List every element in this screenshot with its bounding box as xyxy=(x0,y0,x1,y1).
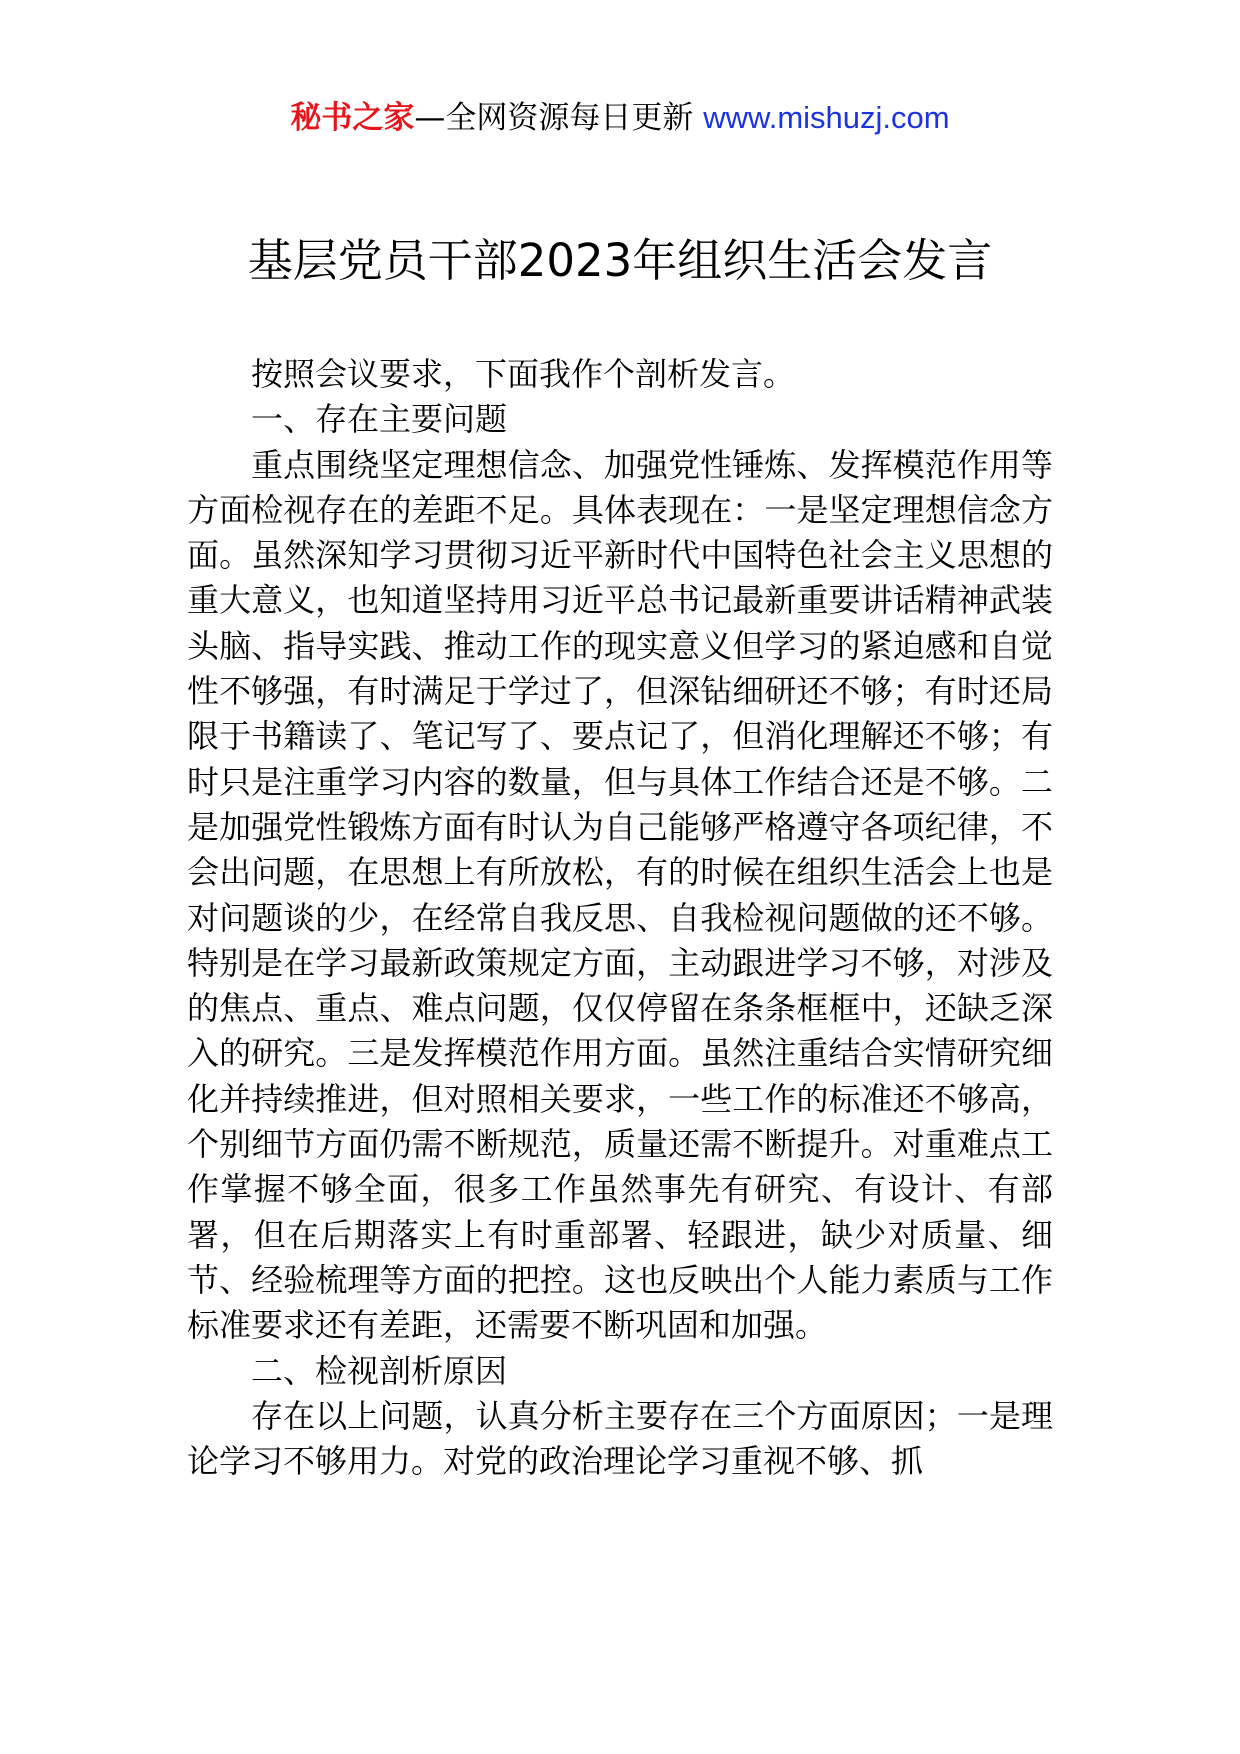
site-tagline: —全网资源每日更新 xyxy=(414,100,694,136)
section-2-heading: 二、检视剖析原因 xyxy=(251,1351,508,1390)
section-1-paragraph: 重点围绕坚定理想信念、加强党性锤炼、发挥模范作用等方面检视存在的差距不足。具体表现在：一是坚定理想信念方面。虽然深知学习贯彻习近平新时代中国特色社会主义思想的重大意义，也知道坚持用习近平总书记最新重要讲话精神武装头脑、指导实践、推动工作的现实意义但学习的紧迫感和自觉性不够强，有时满足于学过了，但深钻细研还不够；有时还局限于书籍读了、笔记写了、要点记了，但消化理解还不够；有时只是注重学习内容的数量，但与具体工作结合还是不够。二是加强党性锻炼方面有时认为自己能够严格遵守各项纪律，不会出问题，在思想上有所放松，有的时候在组织生活会上也是对问题谈的少，在经常自我反思、自我检视问题做的还不够。特别是在学习最新政策规定方面，主动跟进学习不够，对涉及的焦点、重点、难点问题，仅仅停留在条条框框中，还缺乏深入的研究。三是发挥模范作用方面。虽然注重结合实情研究细化并持续推进，但对照相关要求，一些工作的标准还不够高，个别细节方面仍需不断规范，质量还需不断提升。对重难点工作掌握不够全面，很多工作虽然事先有研究、有设计、有部署，但在后期落实上有时重部署、轻跟进，缺少对质量、细节、经验梳理等方面的把控。这也反映出个人能力素质与工作标准要求还有差距，还需要不断巩固和加强。 xyxy=(187,445,1053,1345)
site-brand: 秘书之家 xyxy=(290,100,415,136)
document-title: 基层党员干部2023年组织生活会发言 xyxy=(247,234,993,287)
site-url-link[interactable]: www.mishuzj.com xyxy=(703,100,950,135)
section-2-paragraph: 存在以上问题，认真分析主要存在三个方面原因；一是理论学习不够用力。对党的政治理论学习重视不够、抓 xyxy=(187,1396,1053,1481)
site-header xyxy=(0,98,1240,138)
section-1-heading: 一、存在主要问题 xyxy=(251,400,508,439)
intro-paragraph: 按照会议要求，下面我作个剖析发言。 xyxy=(251,355,796,393)
document-body xyxy=(187,352,1053,1484)
